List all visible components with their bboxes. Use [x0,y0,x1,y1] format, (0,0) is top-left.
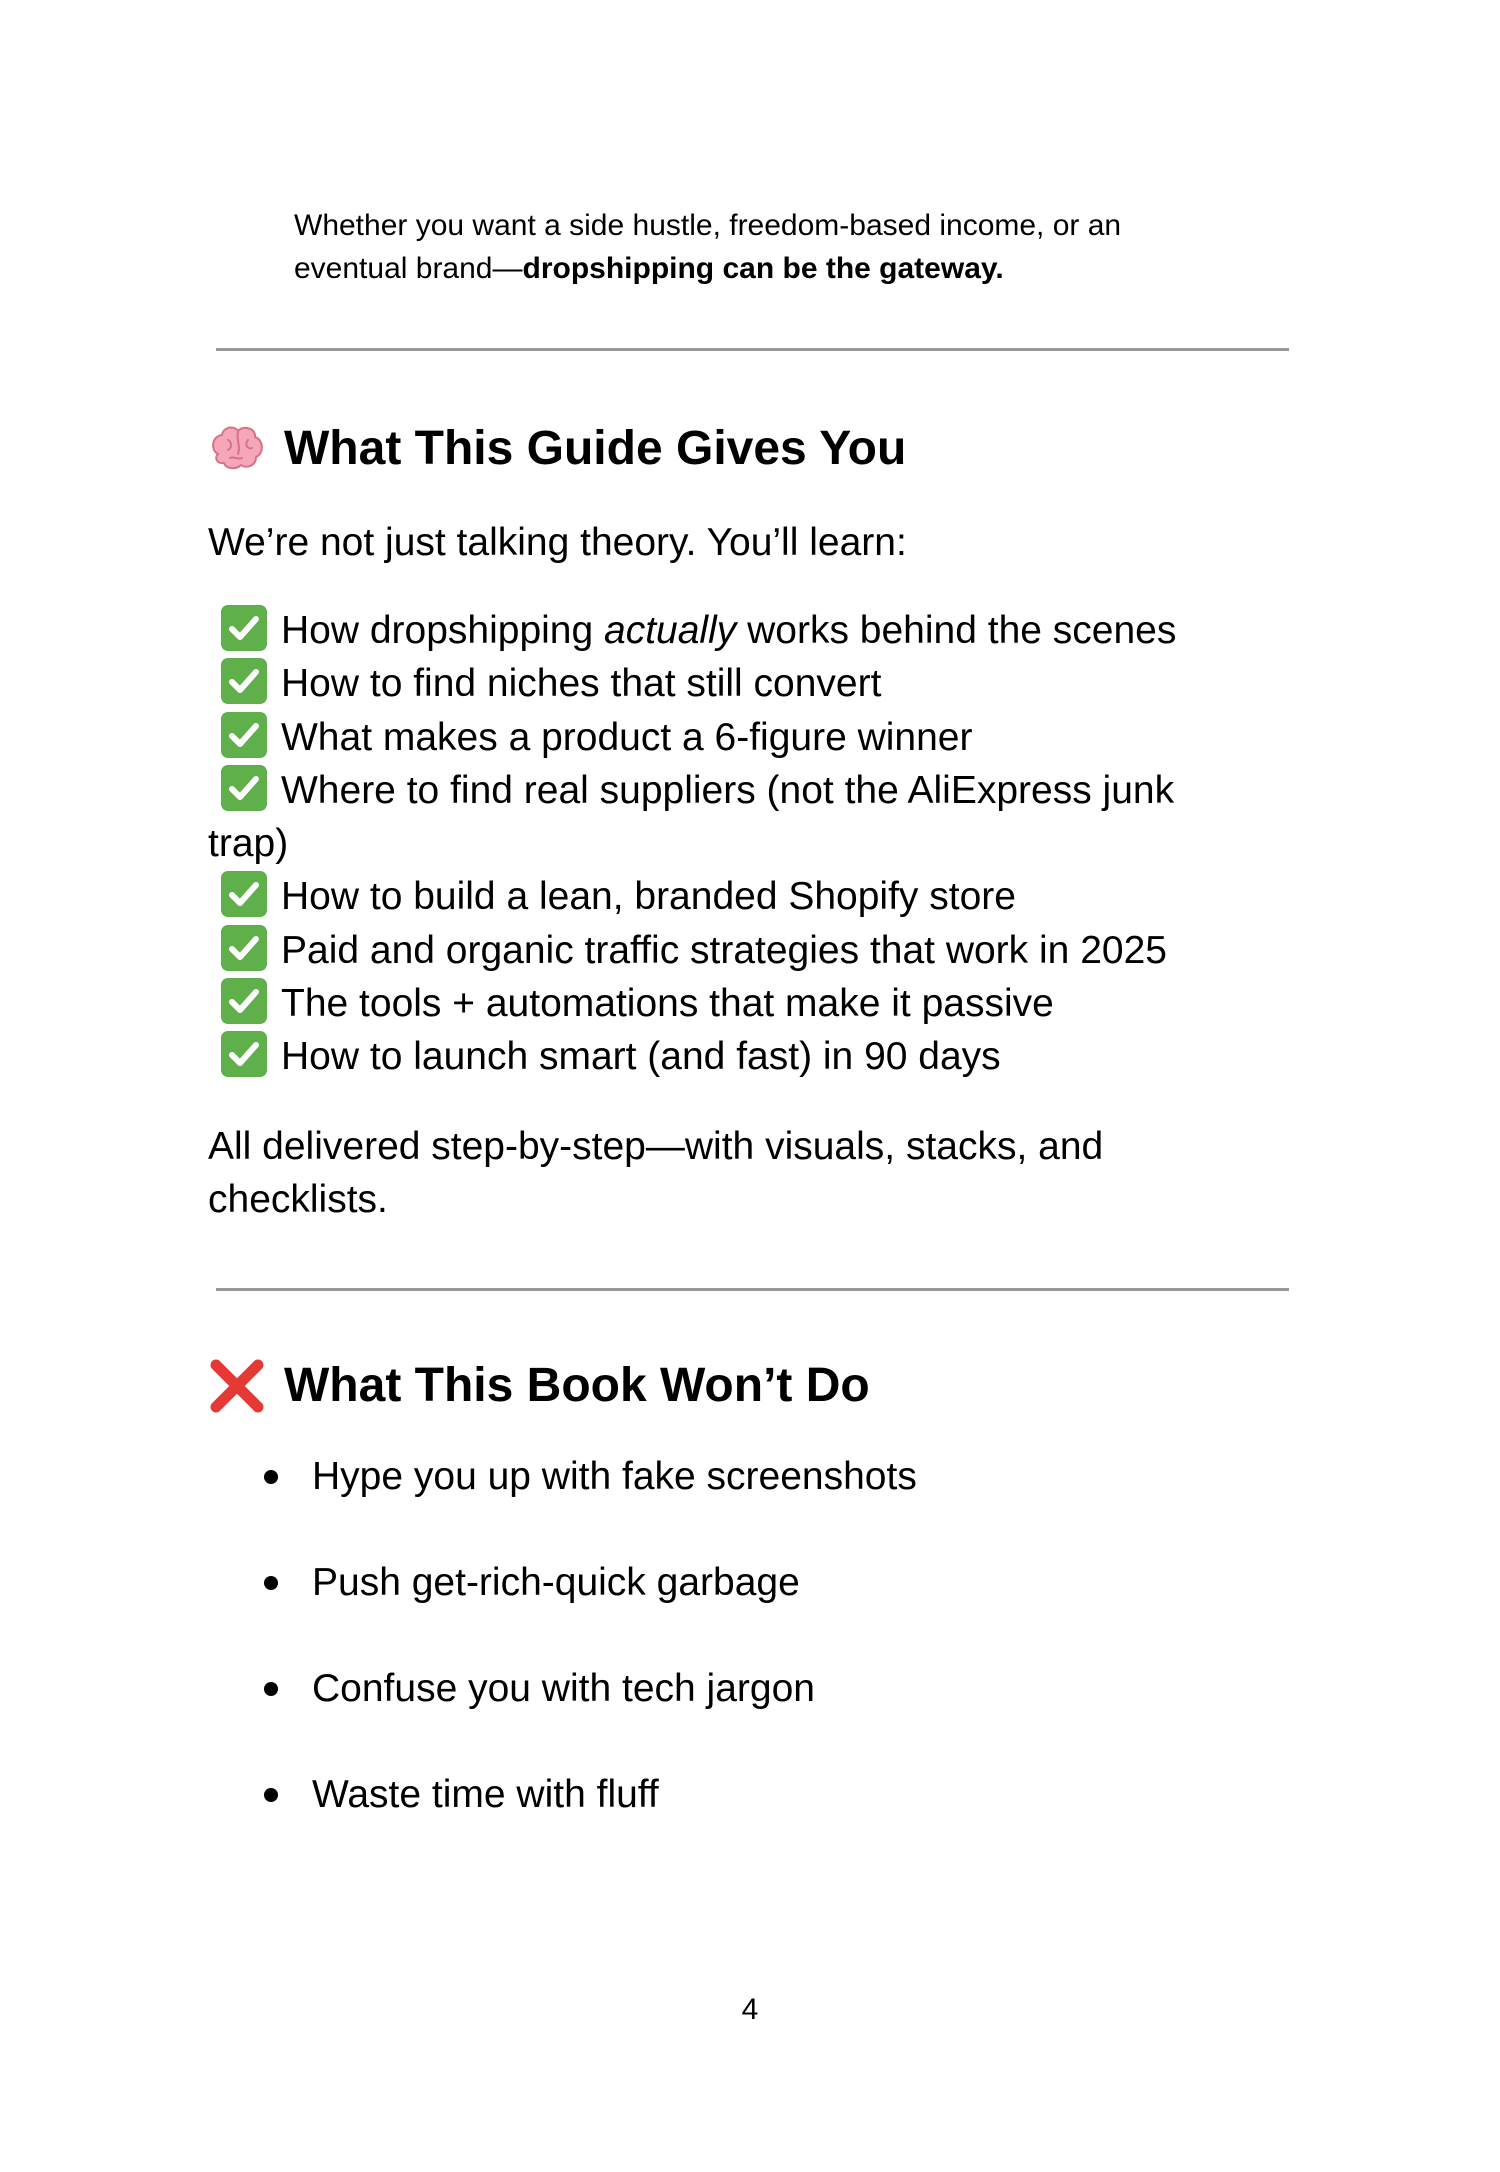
check-icon [221,871,267,917]
checklist [208,604,1258,1084]
checklist-emphasis: actually [604,609,737,652]
section-title-wont: What This Book Won’t Do [284,1359,870,1412]
list-item [262,1556,917,1662]
check-icon [221,605,267,651]
intro-paragraph [294,204,1254,290]
section-heading-wont [208,1357,870,1415]
checklist-text-post: works behind the scenes [736,609,1177,652]
checklist-text: The tools + automations that make it passive [281,982,1054,1026]
check-icon [221,925,267,971]
list-item-text: Push get-rich-quick garbage [312,1561,800,1604]
checklist-text: How to build a lean, branded Shopify store [281,875,1016,919]
checklist-text: How dropshipping [281,609,605,652]
checklist-item [208,924,1258,977]
checklist-text: Where to find real suppliers (not the AliExpress junk trap) [208,768,1175,866]
check-icon [221,978,267,1024]
bullet-list [262,1450,917,1874]
checklist-item [208,1030,1258,1083]
page-number: 4 [741,1993,759,2026]
red-x-icon [208,1357,266,1415]
check-icon [221,658,267,704]
checklist-text: How to launch smart (and fast) in 90 days [281,1035,1001,1079]
checklist-text: How to find niches that still convert [281,662,882,706]
brain-icon [208,420,266,478]
section-heading-guide [208,420,906,478]
checklist-item [208,764,1258,871]
checklist-item [208,604,1258,657]
bullet-dot [264,1576,278,1590]
check-icon [221,765,267,811]
divider-middle [216,1288,1289,1291]
checklist-item [208,977,1258,1030]
list-item-text: Waste time with fluff [312,1773,659,1816]
bullet-dot [264,1470,278,1484]
bullet-dot [264,1788,278,1802]
list-item-text: Confuse you with tech jargon [312,1667,815,1710]
section-title-guide: What This Guide Gives You [284,422,907,475]
check-icon [221,712,267,758]
checklist-text: What makes a product a 6-figure winner [281,715,973,759]
section-closing: All delivered step-by-step—with visuals, stacks, and checklists. [208,1125,1104,1221]
checklist-item [208,657,1258,710]
list-item [262,1768,917,1874]
list-item-text: Hype you up with fake screenshots [312,1455,917,1498]
intro-line-1: Whether you want a side hustle, freedom-based income, or an [294,209,1122,242]
checklist-item [208,870,1258,923]
intro-bold: dropshipping can be the gateway. [522,252,1004,285]
checklist-item [208,711,1258,764]
checklist-text: Paid and organic traffic strategies that work in 2025 [281,928,1167,972]
list-item [262,1450,917,1556]
list-item [262,1662,917,1768]
intro-line-2 [294,247,1254,290]
check-icon [221,1031,267,1077]
section-lead: We’re not just talking theory. You’ll learn: [208,521,907,564]
bullet-dot [264,1682,278,1696]
divider-top [216,348,1289,351]
intro-plain: eventual brand— [294,252,523,285]
